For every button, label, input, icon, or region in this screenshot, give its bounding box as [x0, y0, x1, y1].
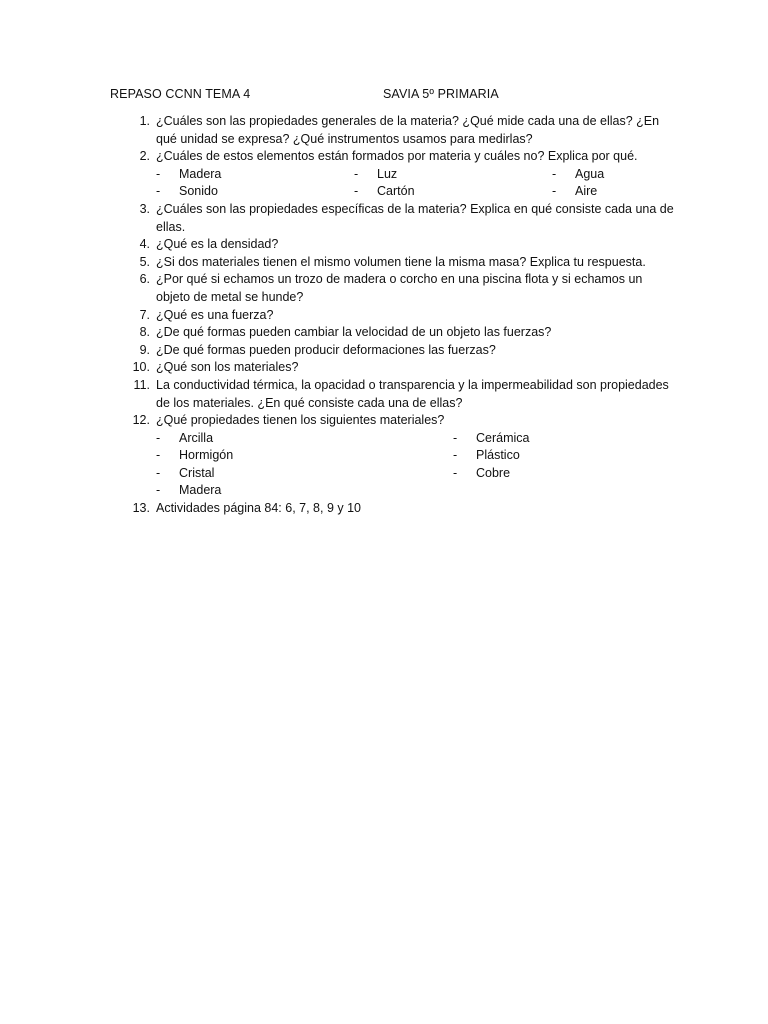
question-text: Actividades página 84: 6, 7, 8, 9 y 10	[156, 501, 361, 516]
question-number: 2.	[139, 149, 150, 164]
question-text: ¿Cuáles de estos elementos están formados por materia y cuáles no? Explica por qué.	[156, 149, 638, 164]
header-course: SAVIA 5º PRIMARIA	[383, 87, 499, 101]
question-number: 5.	[139, 254, 150, 269]
material-row	[0, 447, 768, 465]
question-text: ¿Cuáles son las propiedades específicas de la materia? Explica en qué consiste cada una de ellas.	[156, 201, 674, 234]
question-item	[0, 254, 676, 272]
question-item	[0, 271, 676, 306]
bullet-dash: -	[354, 184, 359, 199]
question-text: La conductividad térmica, la opacidad o transparencia y la impermeabilidad son propiedades de los materiales. ¿En qué consiste cada una de ellas?	[156, 377, 669, 410]
material-row	[0, 166, 768, 184]
material-item: Aire	[575, 184, 598, 199]
material-item: Cristal	[179, 465, 215, 480]
material-row	[0, 430, 768, 448]
material-item: Hormigón	[179, 448, 234, 463]
header-title: REPASO CCNN TEMA 4	[110, 87, 251, 101]
bullet-dash: -	[156, 465, 161, 480]
question-item	[0, 500, 676, 518]
question-item	[0, 412, 676, 430]
material-item: Cobre	[476, 465, 511, 480]
bullet-dash: -	[453, 448, 458, 463]
bullet-dash: -	[552, 184, 557, 199]
question-list	[0, 113, 768, 518]
question-item	[0, 307, 676, 325]
question-text: ¿Por qué si echamos un trozo de madera o corcho en una piscina flota y si echamos un objeto de metal se hunde?	[156, 272, 643, 304]
question-text: ¿De qué formas pueden cambiar la velocidad de un objeto las fuerzas?	[156, 325, 552, 340]
material-item: Sonido	[179, 184, 218, 199]
question-number: 13.	[132, 501, 150, 516]
question-number: 12.	[132, 413, 150, 428]
question-item	[0, 359, 676, 377]
question-item	[0, 236, 676, 254]
bullet-dash: -	[156, 430, 161, 445]
question-text: ¿Si dos materiales tienen el mismo volumen tiene la misma masa? Explica tu respuesta.	[156, 254, 646, 269]
material-item: Madera	[179, 483, 222, 498]
bullet-dash: -	[354, 166, 359, 181]
material-item: Cerámica	[476, 430, 530, 445]
question-text: ¿Qué es la densidad?	[156, 237, 279, 252]
question-text: ¿Cuáles son las propiedades generales de la materia? ¿Qué mide cada una de ellas? ¿En qué unidad se expresa? ¿Qué instrumentos usamos para medirlas?	[156, 114, 660, 146]
bullet-dash: -	[453, 465, 458, 480]
material-row	[0, 183, 768, 201]
question-number: 11.	[133, 377, 150, 392]
material-item: Plástico	[476, 448, 520, 463]
question-number: 8.	[139, 325, 150, 340]
question-item	[0, 342, 676, 360]
question-item	[0, 324, 676, 342]
question-number: 6.	[139, 272, 150, 287]
question-number: 3.	[139, 201, 150, 216]
page-header	[110, 87, 499, 101]
question-text: ¿De qué formas pueden producir deformaciones las fuerzas?	[156, 342, 496, 357]
material-row	[0, 465, 768, 483]
question-number: 7.	[139, 307, 150, 322]
bullet-dash: -	[453, 430, 458, 445]
question-item	[0, 113, 676, 148]
question-item	[0, 377, 676, 412]
material-item: Agua	[575, 166, 605, 181]
question-item	[0, 201, 676, 236]
bullet-dash: -	[156, 448, 161, 463]
bullet-dash: -	[552, 166, 557, 181]
question-text: ¿Qué son los materiales?	[156, 360, 299, 375]
question-number: 4.	[139, 237, 150, 252]
question-number: 1.	[139, 114, 150, 128]
bullet-dash: -	[156, 483, 161, 498]
bullet-dash: -	[156, 184, 161, 199]
question-text: ¿Qué propiedades tienen los siguientes materiales?	[156, 413, 445, 428]
material-row	[0, 482, 768, 500]
material-item: Cartón	[377, 184, 415, 199]
bullet-dash: -	[156, 166, 161, 181]
material-item: Luz	[377, 166, 398, 181]
question-text: ¿Qué es una fuerza?	[156, 307, 274, 322]
question-number: 10.	[132, 360, 150, 375]
material-item: Madera	[179, 166, 222, 181]
material-item: Arcilla	[179, 430, 214, 445]
question-number: 9.	[139, 342, 150, 357]
question-item	[0, 148, 676, 166]
